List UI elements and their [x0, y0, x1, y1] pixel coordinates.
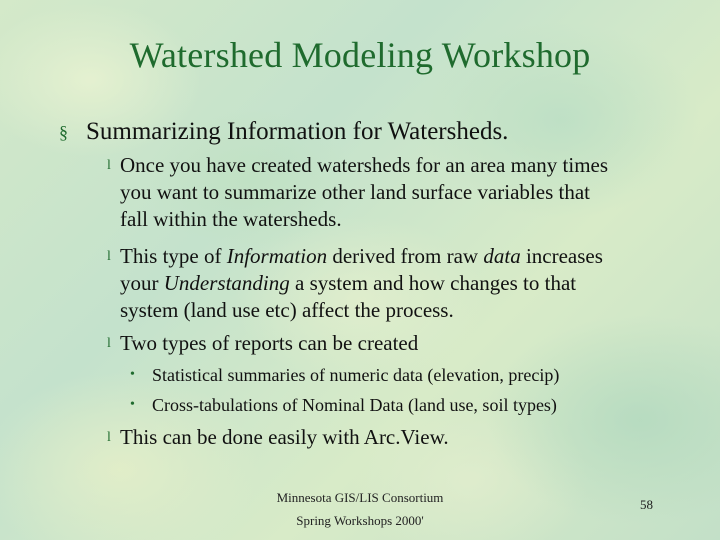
bullet-line: Two types of reports can be created	[120, 331, 419, 355]
footer-event: Spring Workshops 2000'	[296, 513, 424, 528]
bullet-marker-icon: l	[107, 158, 111, 173]
bullet-line: This type of Information derived from raw data increases	[120, 244, 603, 268]
bullet-item	[107, 243, 672, 324]
bullet-line: Once you have created watersheds for an area many times	[120, 153, 609, 177]
bullet-line: you want to summarize other land surface variables that	[120, 180, 590, 204]
bullet-line: This can be done easily with Arc.View.	[120, 425, 449, 449]
bullet-item	[107, 424, 672, 451]
page-number: 58	[640, 497, 653, 512]
section-heading-text: Summarizing Information for Watersheds.	[86, 118, 509, 145]
sub-bullet-item	[130, 363, 690, 387]
bullet-marker-icon: l	[107, 249, 111, 264]
emphasis-text: data	[483, 244, 521, 268]
section-heading	[59, 117, 702, 147]
bullet-item	[107, 152, 672, 233]
sub-bullet-text: Cross-tabulations of Nominal Data (land use, soil types)	[152, 395, 557, 415]
bullet-line: your Understanding a system and how changes to that	[120, 271, 577, 295]
bullet-marker-icon: l	[107, 430, 111, 445]
sub-bullet-text: Statistical summaries of numeric data (elevation, precip)	[152, 365, 560, 385]
emphasis-text: Information	[226, 244, 328, 268]
bullet-line: system (land use etc) affect the process.	[120, 298, 454, 322]
section-bullet-icon: §	[59, 122, 68, 142]
bullet-marker-icon: l	[107, 336, 111, 351]
sub-bullet-item	[130, 393, 690, 417]
slide-title: Watershed Modeling Workshop	[129, 35, 591, 75]
bullet-line: fall within the watersheds.	[120, 207, 342, 231]
emphasis-text: Understanding	[163, 271, 290, 295]
footer	[230, 486, 490, 532]
footer-org: Minnesota GIS/LIS Consortium	[276, 490, 444, 505]
bullet-item	[107, 330, 672, 357]
sub-bullet-marker-icon: •	[130, 397, 135, 412]
sub-bullet-marker-icon: •	[130, 367, 135, 382]
